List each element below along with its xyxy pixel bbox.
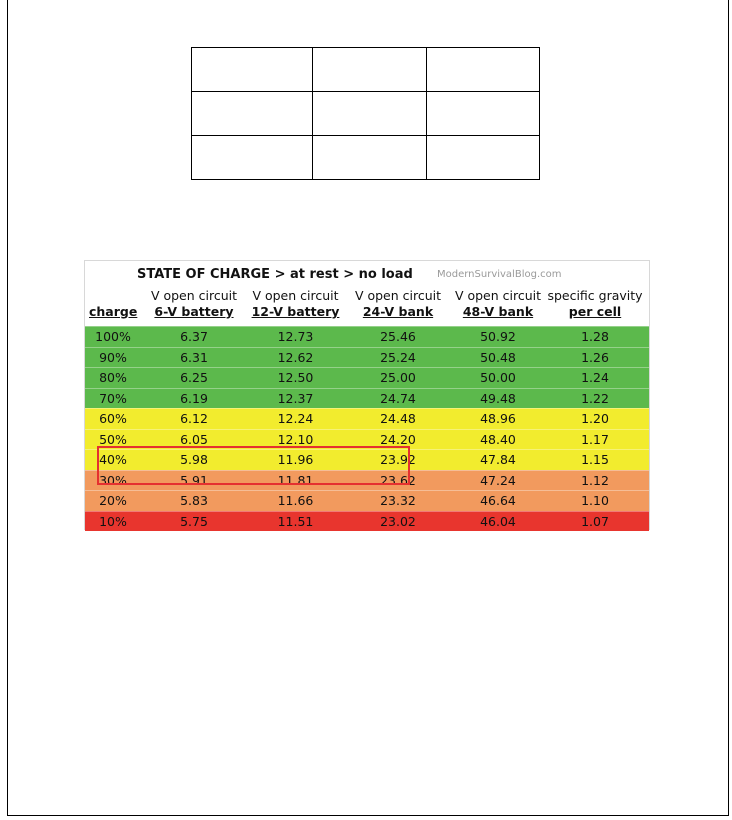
cell-v12: 11.81: [277, 472, 314, 488]
column-header-6v: V open circuit 6-V battery: [150, 288, 238, 319]
grid-row: [192, 48, 540, 92]
cell-v48: 49.48: [480, 390, 516, 406]
grid-cell: [192, 48, 313, 92]
cell-v6: 6.37: [180, 329, 208, 344]
column-header-24v: V open circuit 24-V bank: [354, 288, 442, 319]
cell-v6: 6.19: [180, 390, 208, 406]
cell-sg: 1.12: [581, 472, 609, 488]
grid-row: [192, 136, 540, 180]
cell-charge: 10%: [99, 513, 127, 529]
cell-sg: 1.17: [581, 431, 609, 447]
grid-row: [192, 92, 540, 136]
cell-v12: 11.96: [277, 452, 314, 467]
cell-v24: 24.20: [380, 431, 416, 447]
soc-watermark: ModernSurvivalBlog.com: [437, 269, 562, 280]
cell-v48: 50.92: [480, 329, 516, 344]
cell-v48: 46.04: [480, 513, 516, 529]
column-header-48v: V open circuit 48-V bank: [454, 288, 542, 319]
cell-v24: 23.62: [380, 472, 416, 488]
grid-cell: [427, 92, 540, 136]
cell-charge: 100%: [95, 329, 131, 344]
soc-title: STATE OF CHARGE > at rest > no load: [137, 267, 413, 282]
cell-v12: 12.62: [277, 349, 314, 365]
cell-sg: 1.28: [581, 329, 609, 344]
column-header-12v: V open circuit 12-V battery: [251, 288, 340, 319]
cell-v12: 12.73: [277, 329, 314, 344]
cell-v12: 12.24: [277, 411, 314, 426]
column-header-charge: charge: [89, 304, 138, 319]
table-row: [85, 326, 649, 347]
cell-v24: 24.48: [380, 411, 416, 426]
cell-v48: 46.64: [480, 493, 516, 508]
cell-v12: 11.66: [277, 493, 314, 508]
cell-charge: 30%: [99, 472, 127, 488]
column-header-specific-gravity: specific gravity per cell: [547, 288, 643, 319]
cell-v24: 25.00: [380, 370, 416, 385]
cell-v24: 23.32: [380, 493, 416, 508]
cell-v12: 11.51: [277, 513, 314, 529]
cell-v48: 47.24: [480, 472, 516, 488]
cell-v24: 24.74: [380, 390, 416, 406]
cell-v6: 6.05: [180, 431, 208, 447]
soc-rows: [85, 326, 649, 531]
cell-v6: 5.83: [180, 493, 208, 508]
cell-v48: 47.84: [480, 452, 516, 467]
empty-grid-table: [191, 47, 540, 180]
cell-sg: 1.24: [581, 370, 609, 385]
grid-cell: [427, 136, 540, 180]
cell-charge: 80%: [99, 370, 127, 385]
cell-v24: 23.02: [380, 513, 416, 529]
grid-cell: [313, 92, 427, 136]
cell-sg: 1.10: [581, 493, 609, 508]
cell-v12: 12.10: [277, 431, 314, 447]
grid-cell: [313, 136, 427, 180]
cell-charge: 90%: [99, 349, 127, 365]
table-row: [85, 367, 649, 388]
cell-v24: 23.92: [380, 452, 416, 467]
table-row: [85, 511, 649, 532]
cell-v48: 48.96: [480, 411, 516, 426]
grid-cell: [192, 136, 313, 180]
soc-header: [85, 261, 649, 327]
grid-cell: [427, 48, 540, 92]
table-row: [85, 388, 649, 409]
page-border-right: [728, 0, 729, 816]
cell-sg: 1.22: [581, 390, 609, 406]
cell-sg: 1.26: [581, 349, 609, 365]
cell-charge: 60%: [99, 411, 127, 426]
cell-sg: 1.20: [581, 411, 609, 426]
cell-v12: 12.50: [277, 370, 314, 385]
page-border-left: [7, 0, 8, 816]
cell-v6: 5.91: [180, 472, 208, 488]
cell-charge: 70%: [99, 390, 127, 406]
cell-v48: 50.48: [480, 349, 516, 365]
cell-sg: 1.07: [581, 513, 609, 529]
grid-cell: [192, 92, 313, 136]
cell-v6: 6.31: [180, 349, 208, 365]
cell-sg: 1.15: [581, 452, 609, 467]
cell-v12: 12.37: [277, 390, 314, 406]
cell-v24: 25.24: [380, 349, 416, 365]
highlight-box-40-30: [97, 446, 410, 485]
page-border-bottom: [7, 815, 729, 816]
cell-v48: 50.00: [480, 370, 516, 385]
cell-v6: 5.75: [180, 513, 208, 529]
cell-v6: 6.25: [180, 370, 208, 385]
grid-cell: [313, 48, 427, 92]
table-row: [85, 408, 649, 429]
table-row: [85, 347, 649, 368]
state-of-charge-table: [84, 260, 650, 530]
table-row: [85, 490, 649, 511]
cell-charge: 20%: [99, 493, 127, 508]
cell-charge: 40%: [99, 452, 127, 467]
cell-v48: 48.40: [480, 431, 516, 447]
cell-charge: 50%: [99, 431, 127, 447]
cell-v24: 25.46: [380, 329, 416, 344]
cell-v6: 5.98: [180, 452, 208, 467]
cell-v6: 6.12: [180, 411, 208, 426]
